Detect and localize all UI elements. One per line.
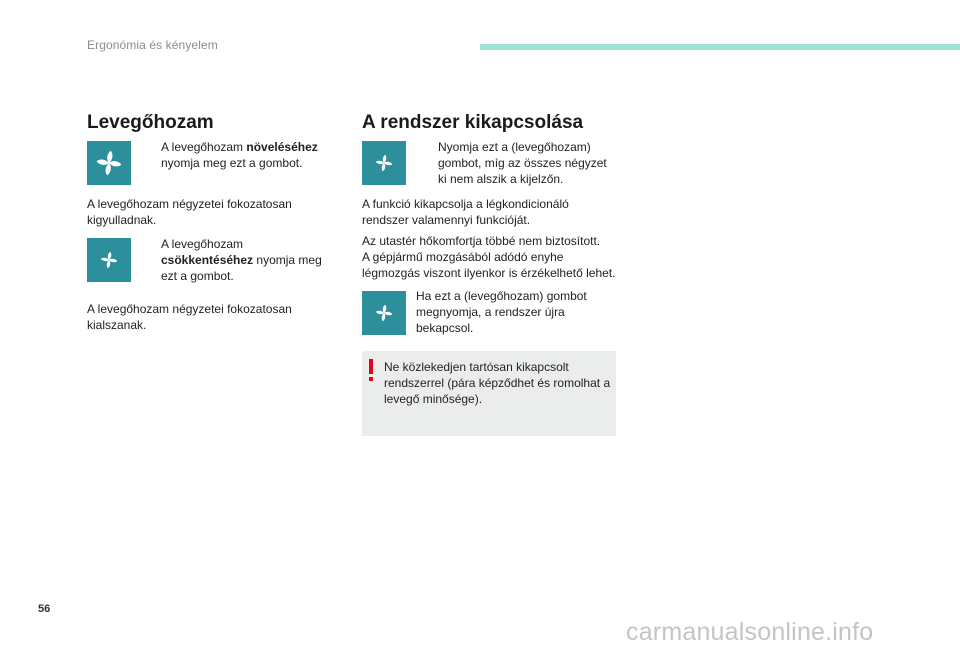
fan-button-restart [362,291,406,335]
fan-button-off [362,141,406,185]
text-off-step: Nyomja ezt a (levegőhozam) gombot, míg az összes négyzet ki nem alszik a kijelzőn. [438,140,607,186]
text-increase-airflow: A levegőhozam növeléséhez nyomja meg ezt a gombot. [161,140,318,170]
fan-icon [99,250,119,270]
page-number: 56 [38,603,51,615]
fan-icon [374,153,394,173]
fan-button-large [87,141,131,185]
warning-text: Ne közlekedjen tartósan kikapcsolt rendszerrel (pára képződhet és romolhat a levegő minősége). [384,360,611,406]
fan-icon [94,148,124,178]
text-decrease-airflow: A levegőhozam csökkentéséhez nyomja meg ezt a gombot. [161,237,322,283]
header-accent-bar [480,44,960,50]
text-restart: Ha ezt a (levegőhozam) gombot megnyomja, a rendszer újra bekapcsol. [416,289,587,335]
section-header: Ergonómia és kényelem [87,38,218,52]
title-system-off: A rendszer kikapcsolása [362,112,584,133]
watermark: carmanualsonline.info [626,618,874,646]
title-airflow: Levegőhozam [87,112,214,133]
text-off-effect: A funkció kikapcsolja a légkondicionáló rendszer valamennyi funkcióját. [362,197,569,227]
text-decrease-result: A levegőhozam négyzetei fokozatosan kialszanak. [87,302,292,332]
text-increase-result: A levegőhozam négyzetei fokozatosan kigyulladnak. [87,197,292,227]
fan-button-small-left [87,238,131,282]
text-comfort-note-2: A gépjármű mozgásából adódó enyhe légmozgás viszont ilyenkor is érzékelhető lehet. [362,250,616,280]
fan-icon [374,303,394,323]
warning-exclamation-icon [368,359,374,381]
text-comfort-note-1: Az utastér hőkomfortja többé nem biztosított. [362,234,601,248]
